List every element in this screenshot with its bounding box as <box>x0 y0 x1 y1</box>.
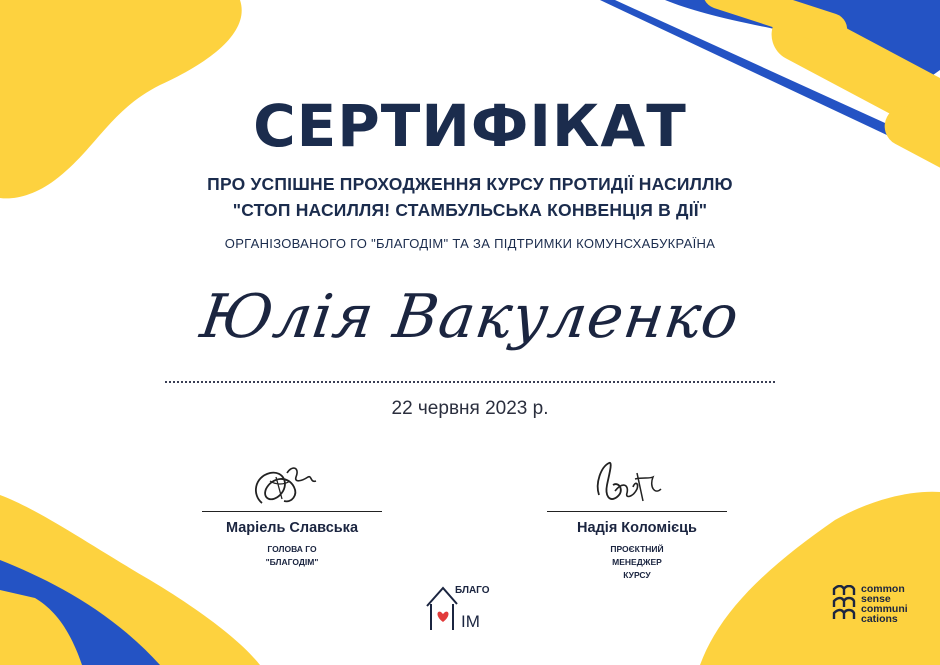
signatory-left <box>192 455 392 570</box>
signatory-role <box>192 543 392 569</box>
signatory-role-line: ПРОЄКТНИЙ <box>610 544 664 554</box>
issue-date: 22 червня 2023 р. <box>391 398 549 419</box>
signature-icon <box>192 455 392 510</box>
signatory-name: Надія Коломієць <box>577 520 697 536</box>
signatory-role-line: "БЛАГОДІМ" <box>265 557 319 567</box>
blagodim-logo-text-top: БЛАГО <box>455 585 490 596</box>
csc-line: cations <box>861 613 898 625</box>
signature-line <box>202 511 382 512</box>
signatory-role-line: КУРСУ <box>623 570 651 580</box>
signatory-name: Маріель Славська <box>225 520 359 536</box>
organizer-line: ОРГАНІЗОВАНОГО ГО "БЛАГОДІМ" ТА ЗА ПІДТРИМКИ КОМУНСХАБУКРАЇНА <box>224 236 716 251</box>
recipient-name: Юлія Вакуленко <box>196 282 744 352</box>
certificate-title: СЕРТИФІКАТ <box>253 92 687 160</box>
csc-line: sense <box>861 593 891 605</box>
csc-mark-icon <box>832 585 856 625</box>
signatory-right <box>537 455 737 585</box>
signatory-role-line: МЕНЕДЖЕР <box>612 557 662 567</box>
course-description-line2: "СТОП НАСИЛЛЯ! СТАМБУЛЬСЬКА КОНВЕНЦІЯ В ДІЇ" <box>232 200 708 220</box>
course-description-line1: ПРО УСПІШНЕ ПРОХОДЖЕННЯ КУРСУ ПРОТИДІЇ НАСИЛЛЮ <box>207 174 733 194</box>
csc-line: common <box>861 583 905 595</box>
signature-line <box>547 511 727 512</box>
name-underline <box>165 381 775 383</box>
common-sense-logo-text <box>861 584 908 624</box>
signatory-role <box>537 543 737 582</box>
signature-icon <box>537 455 737 510</box>
blagodim-logo-text-bottom: ІМ <box>461 612 480 631</box>
csc-line: communi <box>861 603 908 615</box>
signatory-role-line: ГОЛОВА ГО <box>267 544 317 554</box>
